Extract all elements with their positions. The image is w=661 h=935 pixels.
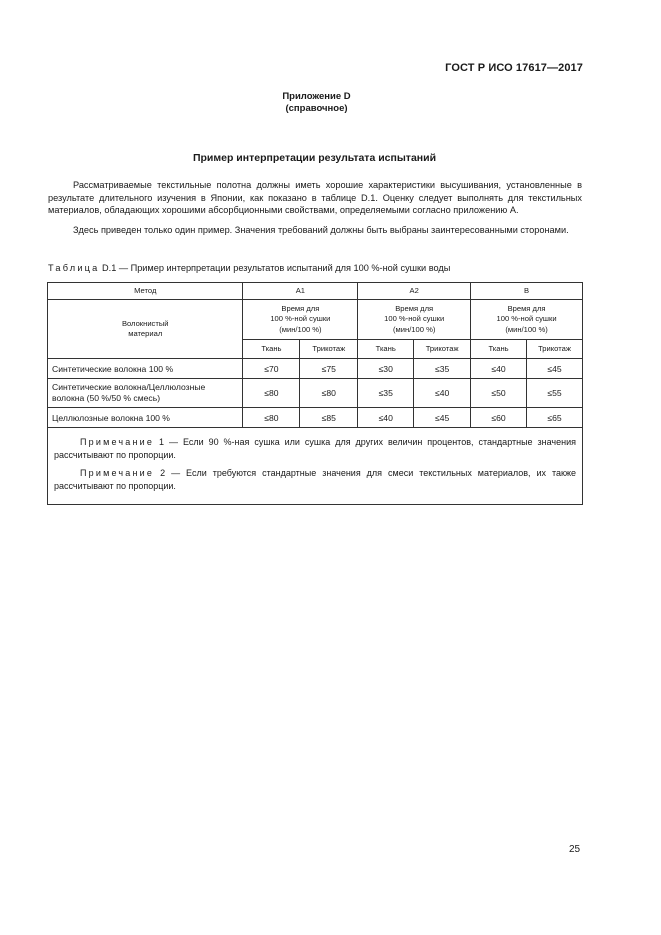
table-caption-prefix: Таблица xyxy=(48,263,100,273)
cell-value: ≤70 xyxy=(243,359,300,379)
subheader-knit: Трикотаж xyxy=(527,340,583,359)
section-heading: Пример интерпретации результата испытаний xyxy=(192,152,437,164)
cell-value: ≤85 xyxy=(300,408,358,428)
material-header xyxy=(48,300,243,359)
results-table xyxy=(47,282,583,505)
cell-value: ≤50 xyxy=(471,379,527,408)
table-header-row-method xyxy=(48,283,583,300)
subheader-knit: Трикотаж xyxy=(414,340,471,359)
time-header-line-2: 100 %-ной сушки xyxy=(384,314,445,324)
appendix-title: Приложение D xyxy=(282,91,351,102)
subheader-fabric: Ткань xyxy=(471,340,527,359)
method-a1-header: А1 xyxy=(243,283,358,300)
subheader-knit: Трикотаж xyxy=(300,340,358,359)
cell-value: ≤80 xyxy=(300,379,358,408)
time-header-line-1: Время для xyxy=(395,303,434,313)
paragraph-2: Здесь приведен только один пример. Значения требований должны быть выбраны заинтересованными сторонами. xyxy=(73,225,569,235)
cell-value: ≤65 xyxy=(527,408,583,428)
table-notes xyxy=(48,428,583,505)
method-header: Метод xyxy=(48,283,243,300)
appendix-subtitle: (справочное) xyxy=(285,103,348,114)
time-header-line-3: (мин/100 %) xyxy=(279,324,322,334)
table-caption xyxy=(48,263,450,273)
subheader-fabric: Ткань xyxy=(243,340,300,359)
note-2 xyxy=(54,467,576,492)
row-material: Целлюлозные волокна 100 % xyxy=(48,408,243,428)
time-header-line-3: (мин/100 %) xyxy=(393,324,436,334)
note-2-text: 2 — Если требуются стандартные значения для смеси текстильных материалов, их также рассчитывают по пропорции. xyxy=(54,468,576,491)
table-row xyxy=(48,379,583,408)
time-header-line-2: 100 %-ной сушки xyxy=(496,314,557,324)
cell-value: ≤45 xyxy=(414,408,471,428)
row-material: Синтетические волокна/Целлюлозные волокна (50 %/50 % смесь) xyxy=(48,379,243,408)
cell-value: ≤45 xyxy=(527,359,583,379)
cell-value: ≤80 xyxy=(243,408,300,428)
material-header-line-1: Волокнистый xyxy=(121,318,169,328)
time-header-line-3: (мин/100 %) xyxy=(505,324,548,334)
material-header-line-2: материал xyxy=(128,329,163,338)
cell-value: ≤35 xyxy=(414,359,471,379)
cell-value: ≤30 xyxy=(358,359,414,379)
page-number: 25 xyxy=(569,844,581,855)
row-material: Синтетические волокна 100 % xyxy=(48,359,243,379)
paragraph-1: Рассматриваемые текстильные полотна должны иметь хорошие характеристики высушивания, установленные в результате длительного изучения в Японии, как показано в таблице D.1. Оценку следует выполнять для текстильных материалов, обладающих хорошими абсорбционными свойствами, определяемыми согласно приложению А. xyxy=(48,180,582,215)
time-header-a2 xyxy=(358,300,471,340)
cell-value: ≤80 xyxy=(243,379,300,408)
method-b-header: В xyxy=(471,283,583,300)
time-header-a1 xyxy=(243,300,358,340)
table-header-row-time xyxy=(48,300,583,340)
time-header-b xyxy=(471,300,583,340)
time-header-line-1: Время для xyxy=(507,303,546,313)
table-row xyxy=(48,359,583,379)
note-1-text: 1 — Если 90 %-ная сушка или сушка для других величин процентов, стандартные значения рассчитывают по пропорции. xyxy=(54,437,576,460)
note-word: Примечание xyxy=(80,468,155,478)
document-code: ГОСТ Р ИСО 17617—2017 xyxy=(445,62,583,74)
table-notes-row xyxy=(48,428,583,505)
cell-value: ≤35 xyxy=(358,379,414,408)
note-1 xyxy=(54,436,576,461)
cell-value: ≤40 xyxy=(471,359,527,379)
time-header-line-1: Время для xyxy=(281,303,320,313)
note-word: Примечание xyxy=(80,437,155,447)
cell-value: ≤60 xyxy=(471,408,527,428)
cell-value: ≤40 xyxy=(414,379,471,408)
time-header-line-2: 100 %-ной сушки xyxy=(270,314,331,324)
method-a2-header: А2 xyxy=(358,283,471,300)
subheader-fabric: Ткань xyxy=(358,340,414,359)
cell-value: ≤55 xyxy=(527,379,583,408)
table-row xyxy=(48,408,583,428)
table-caption-text: D.1 — Пример интерпретации результатов испытаний для 100 %-ной сушки воды xyxy=(102,263,451,273)
cell-value: ≤75 xyxy=(300,359,358,379)
cell-value: ≤40 xyxy=(358,408,414,428)
